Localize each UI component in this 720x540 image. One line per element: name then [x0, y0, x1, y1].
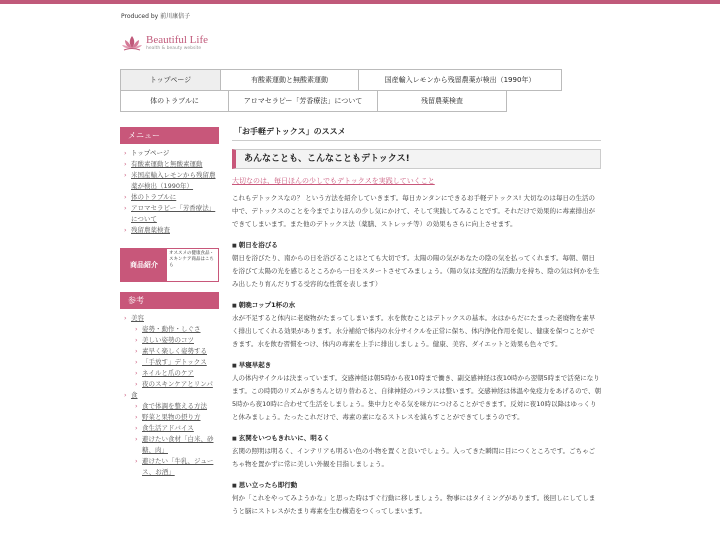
producer-credit: Produced by 前川康信子: [121, 13, 191, 20]
top-accent-bar: [0, 0, 720, 4]
reference-heading: 参考: [120, 292, 219, 309]
logo-title: Beautiful Life: [146, 33, 209, 46]
page-title: 「お手軽デトックス」のススメ: [232, 124, 601, 141]
heading-water: ■ 朝晩コップ1杯の水: [232, 300, 601, 309]
heading-entrance: ■ 玄関をいつもきれいに、明るく: [232, 433, 601, 442]
paragraph-early-sleep: 人の体内サイクルは決まっています。交感神経は朝5時から夜10時まで働き、副交感神経は夜10時から翌朝5時まで活発になります。この時間のリズムがきちんと切り替わると、自律神経のバランスは整います。交感神経は体温や免疫力をあげるので、朝5時から夜10時に合わせて生活をしましょう。集中力とやる気を味方につけることができます。反対に夜10時以降はゆっくりと休みましょう。たったこれだけで、毒素の素になるストレスを減らすことができてしまうのです。: [232, 374, 602, 421]
ref-food-list: [131, 401, 219, 478]
ref-group-food[interactable]: › 食 › 食で体調を整える方法 › 野菜と果物の摂り方 › 食生活アドバイス › 避けたい食材「白米、砂糖、肉」 › 避けたい「牛乳、ジュース、お酒」: [124, 390, 219, 478]
banner-text: オススメの健康食品・スキンケア商品はこちら: [169, 251, 214, 268]
sidebar-item-lemon[interactable]: › 米国産輸入レモンから残留農薬が検出（1990年）: [124, 170, 219, 192]
menu-heading: メニュー: [120, 127, 219, 144]
nav-aerobic[interactable]: 有酸素運動と無酸素運動: [220, 69, 359, 91]
banner-label: 商品紹介: [121, 249, 167, 281]
global-nav: [120, 69, 600, 112]
heading-early-sleep: ■ 早寝早起き: [232, 360, 601, 369]
sidebar-item-aroma[interactable]: › アロマセラピー「芳香療法」について: [124, 203, 219, 225]
paragraph-act-now: 何か「これをやってみようかな」と思った時はすぐ行動に移しましょう。物事にはタイミングがあります。後回しにしてしまうと脳にストレスがたまり毒素を生む構造をつくってしまいます。: [232, 494, 596, 515]
ref-beauty-list: [131, 324, 219, 390]
list-item[interactable]: › 避けたい「牛乳、ジュース、お酒」: [135, 456, 219, 478]
ref-group-beauty[interactable]: › 美容 › 姿勢・動作・しぐさ › 美しい姿勢のコツ › 素早く楽しく姿勢する › 「手放す」デトックス › ネイルと爪のケア › 夜のスキンケアとリンパ: [124, 313, 219, 390]
sidebar: [120, 127, 219, 484]
sidebar-item-body[interactable]: › 体のトラブルに: [124, 192, 219, 203]
list-item[interactable]: › 夜のスキンケアとリンパ: [135, 379, 219, 390]
list-item[interactable]: › 食で体調を整える方法: [135, 401, 219, 412]
nav-aroma[interactable]: アロマセラピー「芳香療法」について: [228, 90, 378, 112]
heading-morning-sun: ■ 朝日を浴びる: [232, 240, 601, 249]
section-title: あんなことも、こんなこともデトックス!: [232, 149, 601, 169]
sidebar-item-pesticide[interactable]: › 残留農薬検査: [124, 225, 219, 236]
site-logo[interactable]: [121, 32, 208, 54]
main-content: [232, 124, 601, 518]
list-item[interactable]: › 食生活アドバイス: [135, 423, 219, 434]
nav-pesticide[interactable]: 残留農薬検査: [377, 90, 507, 112]
lotus-icon: [121, 34, 143, 52]
sidebar-item-top[interactable]: › トップページ: [124, 148, 219, 159]
list-item[interactable]: › 野菜と果物の摂り方: [135, 412, 219, 423]
nav-body-trouble[interactable]: 体のトラブルに: [120, 90, 229, 112]
heading-act-now: ■ 思い立ったら即行動: [232, 480, 601, 489]
list-item[interactable]: › 「手放す」デトックス: [135, 357, 219, 368]
reference-list: [120, 309, 219, 484]
list-item[interactable]: › 姿勢・動作・しぐさ: [135, 324, 219, 335]
list-item[interactable]: › 素早く楽しく姿勢する: [135, 346, 219, 357]
paragraph-morning-sun: 朝日を浴びたり、南からの日を浴びることはとても大切です。太陽の陽の気があなたの陰の気を払ってくれます。毎朝、朝日を浴びて太陽の光を感じるところから一日をスタートさせてみましょう。（陽の気は支配的な活動力を持ち、陰の気は何かを生み出したり育んだりする受容的な性質を表します）: [232, 254, 600, 288]
sidebar-item-aerobic[interactable]: › 有酸素運動と無酸素運動: [124, 159, 219, 170]
nav-lemon[interactable]: 国産輸入レモンから残留農薬が検出（1990年）: [358, 69, 562, 91]
list-item[interactable]: › 避けたい食材「白米、砂糖、肉」: [135, 434, 219, 456]
logo-subtitle: health & beauty website: [146, 45, 202, 51]
nav-top-page[interactable]: トップページ: [120, 69, 221, 91]
paragraph-entrance: 玄関の照明は明るく、インテリアも明るい色の小物を置くと良いでしょう。入ってきた瞬間に目につくところです。ごちゃごちゃ物を置かずに常に美しい外観を目指しましょう。: [232, 447, 596, 468]
list-item[interactable]: › 美しい姿勢のコツ: [135, 335, 219, 346]
lead-text: 大切なのは、毎日ほんの少しでもデトックスを実践していくこと: [232, 177, 435, 185]
intro-paragraph: これもデトックスなの？ という方法を紹介していきます。毎日カンタンにできるお手軽デトックス! 大切なのは毎日の生活の中で、デトックスのことを今までよりほんの少し気にかけて、そして実践してみることです。それだけで効果的に毒素排出ができてしまいます。また他のデトックス法（薬膳、ストレッチ等）の効果もさらに向上させます。: [232, 194, 595, 228]
paragraph-water: 水が不足すると体内に老廃物がたまってしまいます。水を飲むことはデトックスの基本。水はからだにたまった老廃物を素早く排出してくれる効果があります。水分補給で体内の水分サイクルを正常に保ち、体内浄化作用を促し、健康を保つことができます。水を飲む習慣をつけ、体内の毒素を上手に排出しましょう。健康、美容、ダイエットと効果も色々です。: [232, 314, 596, 348]
menu-list: [120, 144, 219, 242]
list-item[interactable]: › ネイルと爪のケア: [135, 368, 219, 379]
product-banner[interactable]: [120, 248, 219, 282]
